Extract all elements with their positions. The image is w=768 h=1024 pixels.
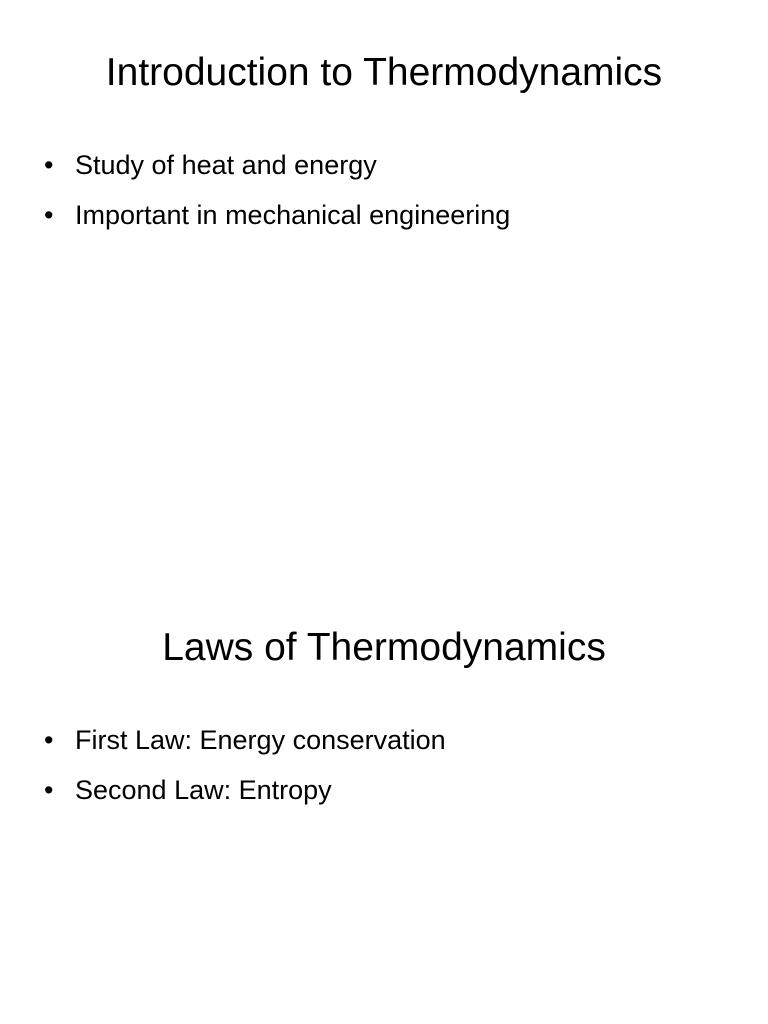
slide-title: Introduction to Thermodynamics xyxy=(105,51,663,94)
bullet-dot-icon: • xyxy=(44,775,54,805)
bullet-list xyxy=(44,715,446,815)
bullet-text: Study of heat and energy xyxy=(75,150,377,180)
bullet-item xyxy=(44,140,510,190)
bullet-dot-icon: • xyxy=(44,150,54,180)
slide-title: Laws of Thermodynamics xyxy=(162,626,606,669)
bullet-text: Important in mechanical engineering xyxy=(75,200,511,230)
bullet-text: Second Law: Entropy xyxy=(75,775,332,805)
bullet-dot-icon: • xyxy=(44,200,54,230)
bullet-dot-icon: • xyxy=(44,725,54,755)
bullet-text: First Law: Energy conservation xyxy=(75,725,446,755)
bullet-item xyxy=(44,765,446,815)
bullet-item xyxy=(44,715,446,765)
bullet-item xyxy=(44,190,510,240)
bullet-list xyxy=(44,140,510,240)
slide-laws xyxy=(0,576,768,1024)
